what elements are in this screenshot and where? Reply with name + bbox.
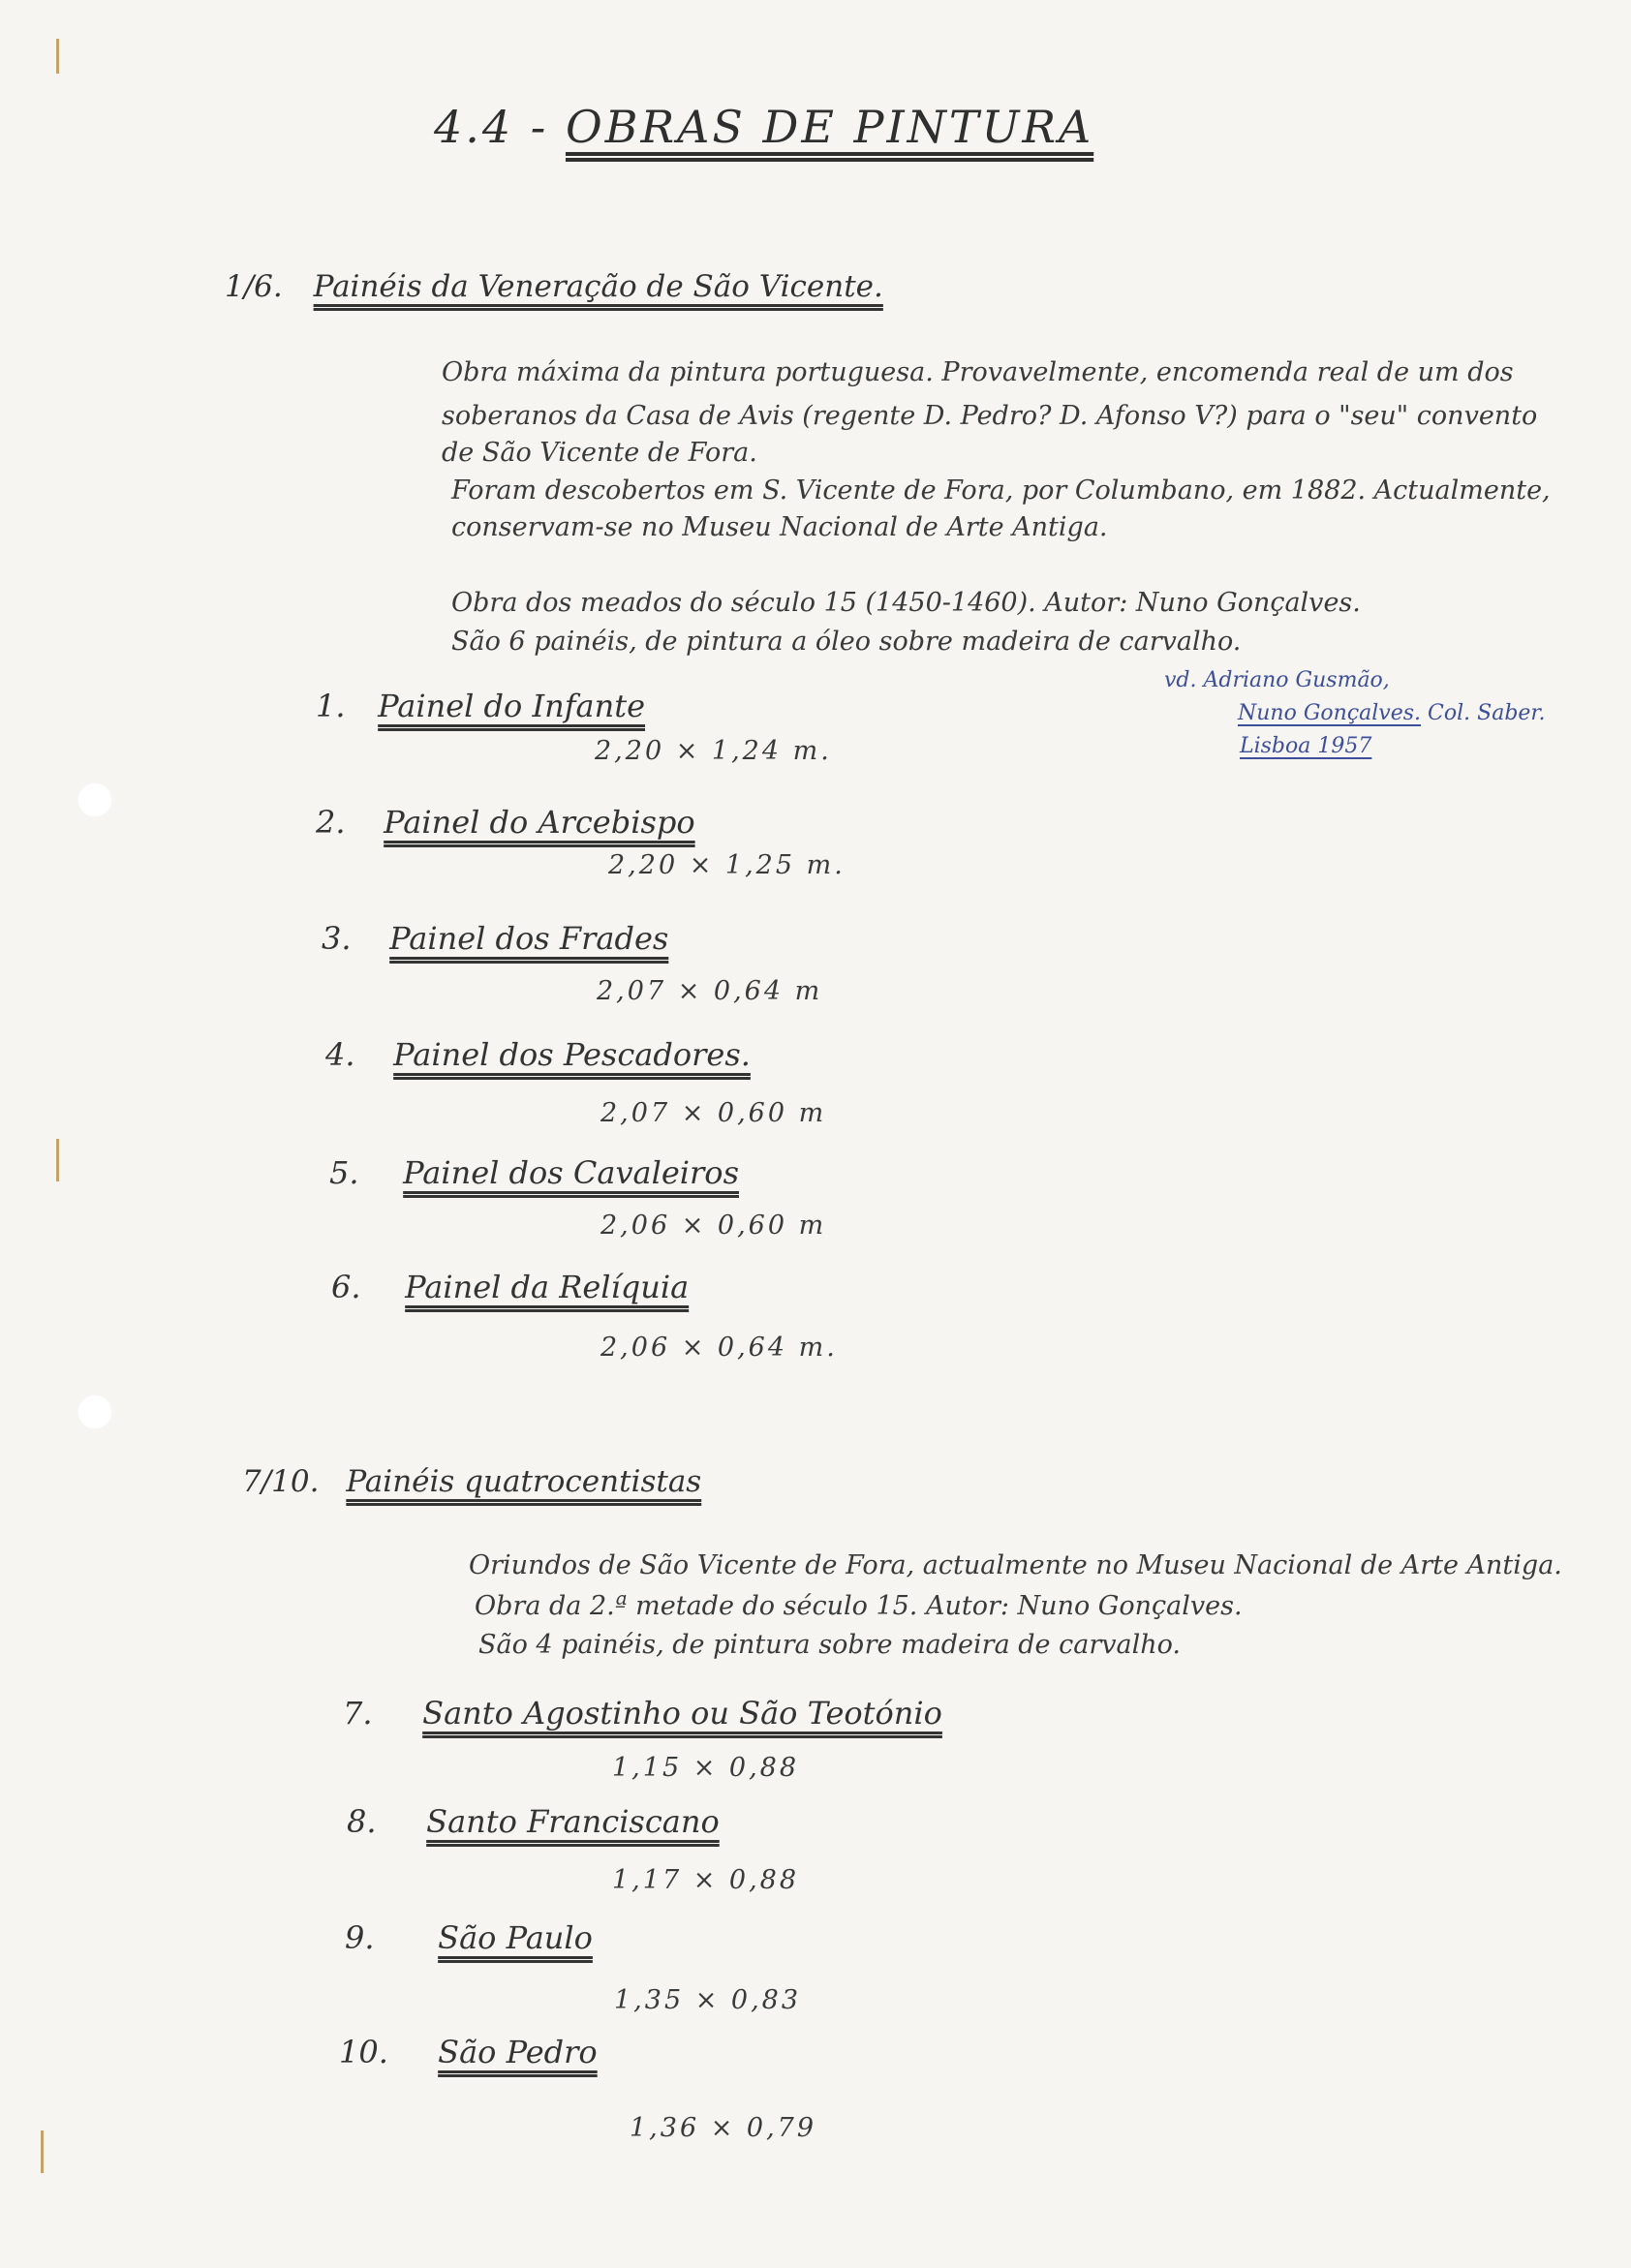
section-title: Painéis da Veneração de São Vicente. bbox=[313, 269, 883, 304]
paragraph-line: Obra da 2.ª metade do século 15. Autor: Nuno Gonçalves. bbox=[475, 1591, 1243, 1621]
paragraph-line: São 6 painéis, de pintura a óleo sobre madeira de carvalho. bbox=[451, 627, 1242, 657]
list-item bbox=[339, 2034, 598, 2070]
item-name: São Paulo bbox=[438, 1919, 593, 1956]
heading-number: 4.4 - bbox=[434, 101, 549, 153]
note-book: Nuno Gonçalves. bbox=[1238, 701, 1422, 725]
item-dimensions: 2,07 × 0,64 m bbox=[597, 976, 823, 1006]
list-item bbox=[329, 1154, 739, 1191]
heading-title: OBRAS DE PINTURA bbox=[565, 101, 1094, 153]
item-name: Santo Agostinho ou São Teotónio bbox=[422, 1695, 942, 1732]
item-number: 9. bbox=[345, 1919, 375, 1956]
item-dimensions: 1,15 × 0,88 bbox=[612, 1753, 800, 1783]
item-dimensions: 2,06 × 0,60 m bbox=[600, 1211, 827, 1241]
item-dimensions: 1,35 × 0,83 bbox=[614, 1985, 802, 2015]
item-number: 8. bbox=[347, 1803, 377, 1840]
note-prefix: vd. Adriano Gusmão, bbox=[1164, 668, 1390, 692]
paragraph-line: Foram descobertos em S. Vicente de Fora, por Columbano, em 1882. Actualmente, bbox=[451, 475, 1551, 506]
item-number: 4. bbox=[325, 1036, 355, 1073]
item-name: Painel do Arcebispo bbox=[384, 804, 695, 841]
section-title: Painéis quatrocentistas bbox=[346, 1464, 702, 1499]
paragraph-line: conservam-se no Museu Nacional de Arte Antiga. bbox=[451, 512, 1108, 542]
item-number: 7. bbox=[343, 1695, 373, 1732]
section-number: 1/6. bbox=[225, 269, 283, 304]
item-dimensions: 2,06 × 0,64 m. bbox=[600, 1333, 838, 1363]
list-item bbox=[345, 1919, 593, 1956]
section-heading bbox=[242, 1464, 701, 1499]
paragraph-line: Obra dos meados do século 15 (1450-1460). Autor: Nuno Gonçalves. bbox=[451, 588, 1361, 618]
item-number: 10. bbox=[339, 2034, 388, 2070]
item-number: 3. bbox=[322, 920, 352, 957]
item-dimensions: 2,20 × 1,25 m. bbox=[608, 850, 846, 880]
edge-mark bbox=[56, 1139, 59, 1181]
list-item bbox=[316, 804, 695, 841]
item-number: 5. bbox=[329, 1154, 359, 1191]
list-item bbox=[325, 1036, 751, 1073]
item-dimensions: 2,20 × 1,24 m. bbox=[595, 736, 832, 766]
section-number: 7/10. bbox=[242, 1464, 320, 1499]
item-name: Painel do Infante bbox=[378, 688, 646, 724]
note-suffix: Col. Saber. bbox=[1428, 701, 1546, 725]
list-item bbox=[316, 688, 645, 724]
paragraph-line: Obra máxima da pintura portuguesa. Provavelmente, encomenda real de um dos bbox=[442, 357, 1514, 387]
item-dimensions: 2,07 × 0,60 m bbox=[600, 1098, 827, 1128]
list-item bbox=[343, 1695, 942, 1732]
item-number: 6. bbox=[331, 1269, 361, 1305]
list-item bbox=[347, 1803, 720, 1840]
item-name: Painel da Relíquia bbox=[405, 1269, 690, 1305]
item-name: Santo Franciscano bbox=[426, 1803, 720, 1840]
list-item bbox=[322, 920, 668, 957]
note-place: Lisboa 1957 bbox=[1240, 734, 1372, 758]
paragraph-line: de São Vicente de Fora. bbox=[442, 438, 757, 468]
paragraph-line: São 4 painéis, de pintura sobre madeira de carvalho. bbox=[478, 1630, 1181, 1660]
bibliographic-note bbox=[1164, 664, 1546, 763]
binder-hole-bottom bbox=[77, 1395, 112, 1429]
edge-mark bbox=[41, 2130, 44, 2173]
paragraph-line: Oriundos de São Vicente de Fora, actualmente no Museu Nacional de Arte Antiga. bbox=[469, 1550, 1562, 1580]
item-name: Painel dos Frades bbox=[389, 920, 669, 957]
item-name: Painel dos Pescadores. bbox=[393, 1036, 751, 1073]
item-number: 1. bbox=[316, 688, 346, 724]
item-name: São Pedro bbox=[438, 2034, 598, 2070]
paragraph-line: soberanos da Casa de Avis (regente D. Pedro? D. Afonso V?) para o "seu" convento bbox=[442, 401, 1538, 431]
page-heading bbox=[434, 101, 1093, 153]
binder-hole-top bbox=[77, 782, 112, 817]
section-heading bbox=[225, 269, 883, 304]
item-number: 2. bbox=[316, 804, 346, 841]
item-dimensions: 1,36 × 0,79 bbox=[630, 2113, 817, 2143]
item-name: Painel dos Cavaleiros bbox=[403, 1154, 739, 1191]
edge-mark bbox=[56, 39, 59, 74]
item-dimensions: 1,17 × 0,88 bbox=[612, 1865, 800, 1895]
list-item bbox=[331, 1269, 689, 1305]
